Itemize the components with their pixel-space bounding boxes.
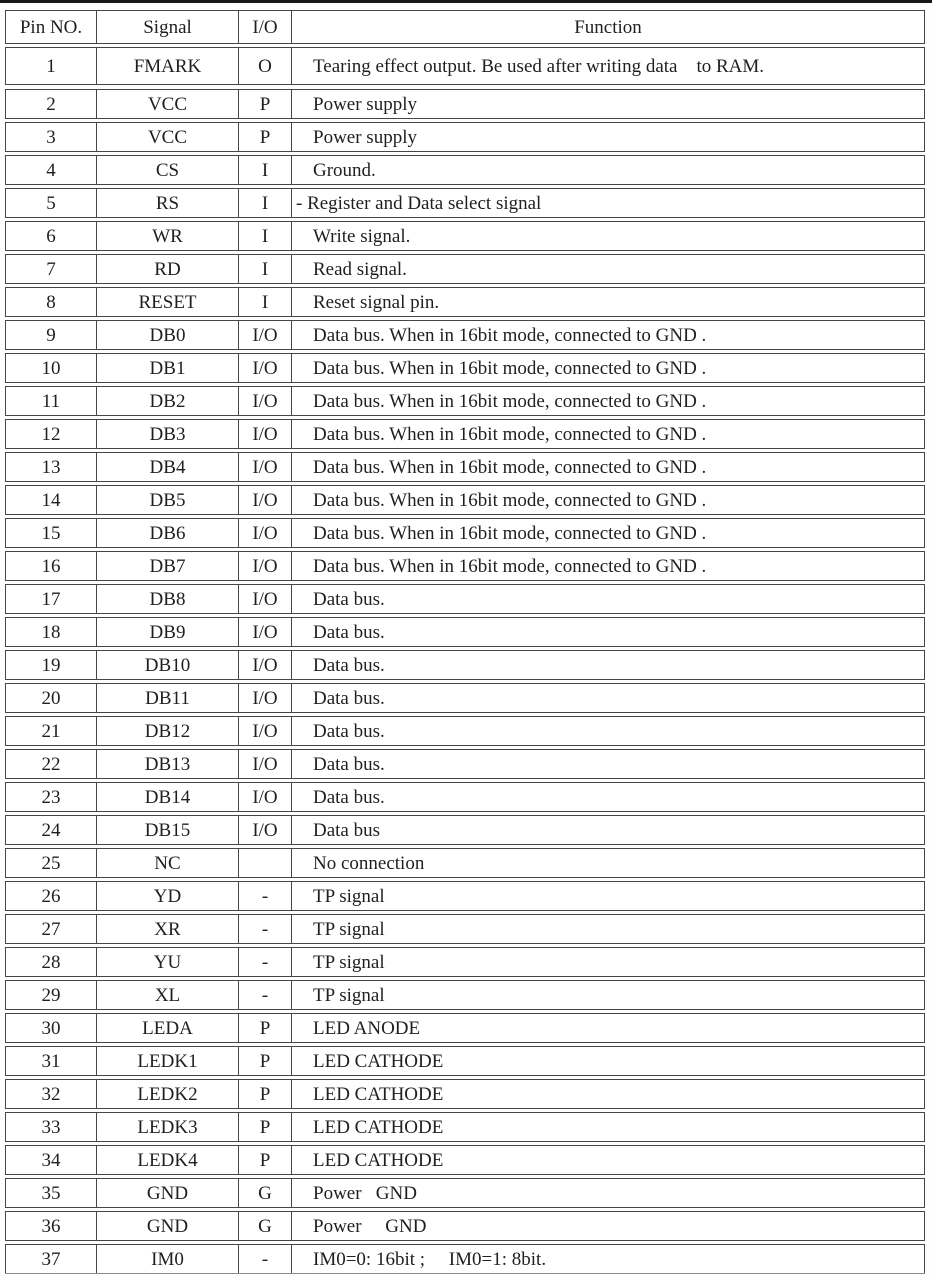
pin-number-cell: 32 — [6, 1080, 97, 1108]
function-description-cell: TP signal — [313, 984, 385, 1006]
table-row-pin-20 — [5, 683, 925, 713]
pin-number-cell: 24 — [6, 816, 97, 844]
io-type-cell: - — [239, 948, 292, 976]
table-row-pin-13 — [5, 452, 925, 482]
io-type-cell: P — [239, 1014, 292, 1042]
io-type-cell — [239, 849, 292, 877]
pin-number-cell: 20 — [6, 684, 97, 712]
table-row-pin-30 — [5, 1013, 925, 1043]
function-description-cell: TP signal — [313, 885, 385, 907]
signal-name-cell: GND — [97, 1179, 239, 1207]
header-io: I/O — [239, 11, 292, 43]
table-row-pin-5 — [5, 188, 925, 218]
pin-number-cell: 11 — [6, 387, 97, 415]
table-row-pin-8 — [5, 287, 925, 317]
function-description-cell: Power GND — [313, 1215, 427, 1237]
io-type-cell: I — [239, 156, 292, 184]
io-type-cell: - — [239, 981, 292, 1009]
table-row-pin-22 — [5, 749, 925, 779]
signal-name-cell: DB5 — [97, 486, 239, 514]
pin-number-cell: 4 — [6, 156, 97, 184]
pin-number-cell: 21 — [6, 717, 97, 745]
function-description-cell: - Register and Data select signal — [296, 192, 542, 214]
io-type-cell: I/O — [239, 651, 292, 679]
io-type-cell: I — [239, 288, 292, 316]
signal-name-cell: LEDA — [97, 1014, 239, 1042]
function-description-cell: LED CATHODE — [313, 1116, 444, 1138]
table-row-pin-29 — [5, 980, 925, 1010]
header-pin-no: Pin NO. — [6, 11, 97, 43]
pin-number-cell: 5 — [6, 189, 97, 217]
pin-number-cell: 13 — [6, 453, 97, 481]
table-row-pin-2 — [5, 89, 925, 119]
signal-name-cell: FMARK — [97, 48, 239, 84]
table-row-pin-28 — [5, 947, 925, 977]
function-description-cell: Data bus. — [313, 753, 385, 775]
table-row-pin-25 — [5, 848, 925, 878]
signal-name-cell: RESET — [97, 288, 239, 316]
header-signal: Signal — [97, 11, 239, 43]
pin-number-cell: 29 — [6, 981, 97, 1009]
io-type-cell: I/O — [239, 585, 292, 613]
io-type-cell: I/O — [239, 453, 292, 481]
table-row-pin-6 — [5, 221, 925, 251]
function-description-cell: LED CATHODE — [313, 1050, 444, 1072]
table-header-row — [5, 10, 925, 44]
table-row-pin-35 — [5, 1178, 925, 1208]
signal-name-cell: VCC — [97, 90, 239, 118]
function-description-cell: Read signal. — [313, 258, 407, 280]
signal-name-cell: DB0 — [97, 321, 239, 349]
function-description-cell: Data bus. — [313, 720, 385, 742]
pin-number-cell: 31 — [6, 1047, 97, 1075]
signal-name-cell: DB12 — [97, 717, 239, 745]
pin-number-cell: 6 — [6, 222, 97, 250]
function-description-cell: Power GND — [313, 1182, 417, 1204]
signal-name-cell: DB1 — [97, 354, 239, 382]
table-row-pin-9 — [5, 320, 925, 350]
io-type-cell: O — [239, 48, 292, 84]
table-row-pin-37 — [5, 1244, 925, 1274]
signal-name-cell: LEDK3 — [97, 1113, 239, 1141]
function-description-cell: LED CATHODE — [313, 1083, 444, 1105]
pin-number-cell: 27 — [6, 915, 97, 943]
table-row-pin-16 — [5, 551, 925, 581]
io-type-cell: I/O — [239, 684, 292, 712]
function-description-cell: Data bus. — [313, 588, 385, 610]
signal-name-cell: DB6 — [97, 519, 239, 547]
table-row-pin-21 — [5, 716, 925, 746]
function-description-cell: LED CATHODE — [313, 1149, 444, 1171]
io-type-cell: P — [239, 1080, 292, 1108]
io-type-cell: P — [239, 1146, 292, 1174]
signal-name-cell: DB15 — [97, 816, 239, 844]
pin-function-table — [5, 10, 925, 1276]
signal-name-cell: YU — [97, 948, 239, 976]
pin-number-cell: 23 — [6, 783, 97, 811]
page-bottom-rule — [5, 1273, 925, 1274]
function-description-cell: Tearing effect output. Be used after writing data to RAM. — [313, 55, 765, 77]
io-type-cell: I — [239, 189, 292, 217]
pin-number-cell: 19 — [6, 651, 97, 679]
function-description-cell: Data bus. When in 16bit mode, connected to GND . — [313, 423, 707, 445]
io-type-cell: - — [239, 915, 292, 943]
signal-name-cell: XL — [97, 981, 239, 1009]
io-type-cell: I/O — [239, 420, 292, 448]
function-description-cell: Write signal. — [313, 225, 411, 247]
function-description-cell: Data bus. — [313, 621, 385, 643]
io-type-cell: I/O — [239, 486, 292, 514]
function-description-cell: Data bus. When in 16bit mode, connected to GND . — [313, 522, 707, 544]
function-description-cell: Data bus. When in 16bit mode, connected to GND . — [313, 390, 707, 412]
io-type-cell: - — [239, 882, 292, 910]
pin-number-cell: 3 — [6, 123, 97, 151]
signal-name-cell: DB2 — [97, 387, 239, 415]
signal-name-cell: WR — [97, 222, 239, 250]
signal-name-cell: RD — [97, 255, 239, 283]
table-row-pin-27 — [5, 914, 925, 944]
table-row-pin-1 — [5, 47, 925, 85]
signal-name-cell: DB8 — [97, 585, 239, 613]
function-description-cell: No connection — [313, 852, 425, 874]
io-type-cell: I/O — [239, 750, 292, 778]
table-row-pin-17 — [5, 584, 925, 614]
pin-number-cell: 18 — [6, 618, 97, 646]
io-type-cell: I/O — [239, 816, 292, 844]
function-description-cell: Power supply — [313, 93, 417, 115]
signal-name-cell: VCC — [97, 123, 239, 151]
table-row-pin-34 — [5, 1145, 925, 1175]
io-type-cell: P — [239, 90, 292, 118]
io-type-cell: I/O — [239, 354, 292, 382]
function-description-cell: Data bus. When in 16bit mode, connected to GND . — [313, 357, 707, 379]
function-description-cell: Data bus. — [313, 654, 385, 676]
signal-name-cell: DB3 — [97, 420, 239, 448]
io-type-cell: I/O — [239, 618, 292, 646]
page-top-rule — [0, 0, 932, 3]
io-type-cell: P — [239, 1113, 292, 1141]
signal-name-cell: DB14 — [97, 783, 239, 811]
signal-name-cell: GND — [97, 1212, 239, 1240]
function-description-cell: Data bus. When in 16bit mode, connected to GND . — [313, 555, 707, 577]
pin-number-cell: 30 — [6, 1014, 97, 1042]
pin-number-cell: 2 — [6, 90, 97, 118]
io-type-cell: P — [239, 1047, 292, 1075]
signal-name-cell: LEDK1 — [97, 1047, 239, 1075]
function-description-cell: Reset signal pin. — [313, 291, 440, 313]
pin-number-cell: 16 — [6, 552, 97, 580]
signal-name-cell: XR — [97, 915, 239, 943]
table-row-pin-15 — [5, 518, 925, 548]
pin-number-cell: 34 — [6, 1146, 97, 1174]
io-type-cell: I — [239, 222, 292, 250]
table-row-pin-4 — [5, 155, 925, 185]
pin-number-cell: 17 — [6, 585, 97, 613]
pin-number-cell: 22 — [6, 750, 97, 778]
function-description-cell: Data bus. — [313, 786, 385, 808]
signal-name-cell: DB10 — [97, 651, 239, 679]
pin-number-cell: 26 — [6, 882, 97, 910]
table-row-pin-18 — [5, 617, 925, 647]
function-description-cell: Data bus. — [313, 687, 385, 709]
io-type-cell: G — [239, 1179, 292, 1207]
function-description-cell: Ground. — [313, 159, 376, 181]
io-type-cell: I — [239, 255, 292, 283]
pin-number-cell: 37 — [6, 1245, 97, 1273]
table-row-pin-23 — [5, 782, 925, 812]
table-row-pin-3 — [5, 122, 925, 152]
function-description-cell: Data bus. When in 16bit mode, connected to GND . — [313, 456, 707, 478]
pin-number-cell: 12 — [6, 420, 97, 448]
pin-number-cell: 33 — [6, 1113, 97, 1141]
io-type-cell: G — [239, 1212, 292, 1240]
pin-number-cell: 25 — [6, 849, 97, 877]
signal-name-cell: LEDK2 — [97, 1080, 239, 1108]
signal-name-cell: DB13 — [97, 750, 239, 778]
table-body — [5, 47, 925, 1274]
signal-name-cell: LEDK4 — [97, 1146, 239, 1174]
function-description-cell: TP signal — [313, 918, 385, 940]
io-type-cell: I/O — [239, 321, 292, 349]
function-description-cell: Data bus. When in 16bit mode, connected to GND . — [313, 489, 707, 511]
table-row-pin-36 — [5, 1211, 925, 1241]
function-description-cell: IM0=0: 16bit ; IM0=1: 8bit. — [313, 1248, 547, 1270]
table-row-pin-24 — [5, 815, 925, 845]
signal-name-cell: YD — [97, 882, 239, 910]
signal-name-cell: DB11 — [97, 684, 239, 712]
table-row-pin-11 — [5, 386, 925, 416]
table-row-pin-10 — [5, 353, 925, 383]
pin-number-cell: 1 — [6, 48, 97, 84]
table-row-pin-26 — [5, 881, 925, 911]
table-row-pin-12 — [5, 419, 925, 449]
signal-name-cell: CS — [97, 156, 239, 184]
signal-name-cell: DB9 — [97, 618, 239, 646]
header-function: Function — [574, 16, 642, 38]
io-type-cell: I/O — [239, 552, 292, 580]
table-row-pin-31 — [5, 1046, 925, 1076]
function-description-cell: TP signal — [313, 951, 385, 973]
table-row-pin-33 — [5, 1112, 925, 1142]
table-row-pin-19 — [5, 650, 925, 680]
signal-name-cell: DB4 — [97, 453, 239, 481]
signal-name-cell: DB7 — [97, 552, 239, 580]
pin-number-cell: 15 — [6, 519, 97, 547]
io-type-cell: I/O — [239, 387, 292, 415]
io-type-cell: - — [239, 1245, 292, 1273]
pin-number-cell: 28 — [6, 948, 97, 976]
signal-name-cell: RS — [97, 189, 239, 217]
table-row-pin-7 — [5, 254, 925, 284]
function-description-cell: Data bus. When in 16bit mode, connected to GND . — [313, 324, 707, 346]
pin-number-cell: 8 — [6, 288, 97, 316]
function-description-cell: Data bus — [313, 819, 381, 841]
io-type-cell: I/O — [239, 783, 292, 811]
pin-number-cell: 14 — [6, 486, 97, 514]
signal-name-cell: NC — [97, 849, 239, 877]
function-description-cell: LED ANODE — [313, 1017, 421, 1039]
function-description-cell: Power supply — [313, 126, 417, 148]
table-row-pin-32 — [5, 1079, 925, 1109]
pin-number-cell: 35 — [6, 1179, 97, 1207]
io-type-cell: P — [239, 123, 292, 151]
io-type-cell: I/O — [239, 717, 292, 745]
pin-number-cell: 7 — [6, 255, 97, 283]
pin-number-cell: 36 — [6, 1212, 97, 1240]
pin-number-cell: 9 — [6, 321, 97, 349]
io-type-cell: I/O — [239, 519, 292, 547]
table-row-pin-14 — [5, 485, 925, 515]
signal-name-cell: IM0 — [97, 1245, 239, 1273]
pin-number-cell: 10 — [6, 354, 97, 382]
